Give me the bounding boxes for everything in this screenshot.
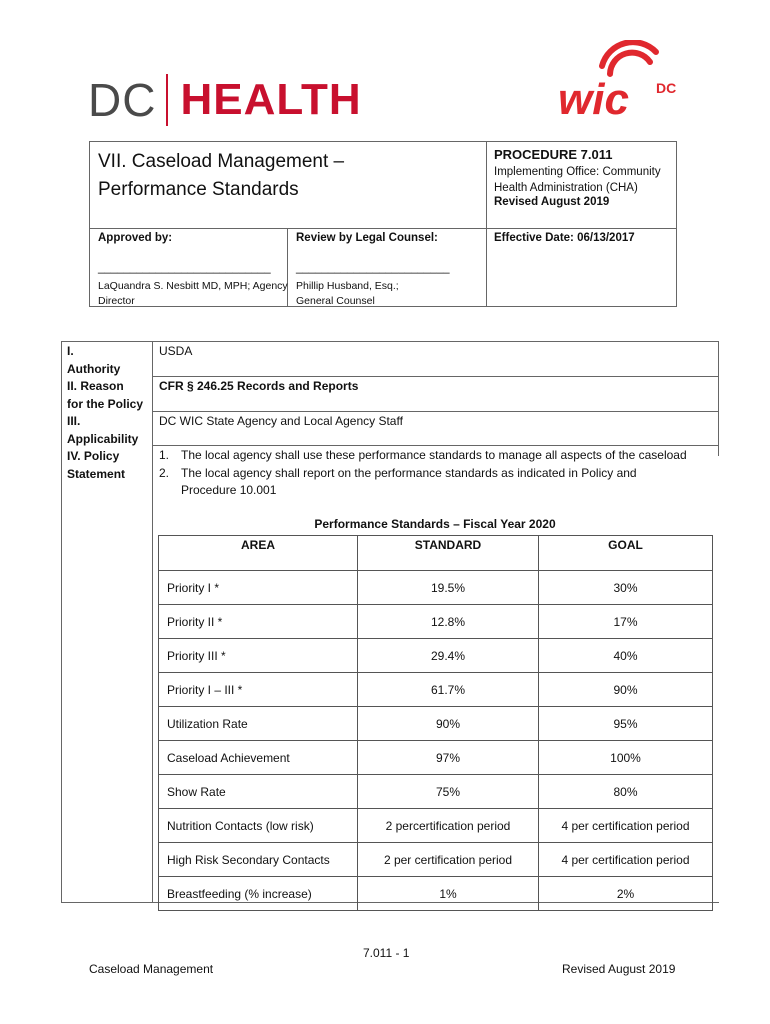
column-header-goal: GOAL <box>539 536 713 571</box>
table-row: Priority II * 12.8% 17% <box>159 605 713 639</box>
list-item: 2. The local agency shall report on the performance standards as indicated in Policy and Procedure 10.001 <box>159 465 637 497</box>
table-row: Priority I * 19.5% 30% <box>159 571 713 605</box>
list-item: 1. The local agency shall use these performance standards to manage all aspects of the caseload <box>159 448 687 462</box>
footer-document-name: Caseload Management <box>89 962 214 976</box>
table-header-row <box>159 536 713 571</box>
authority-label: I. Authority <box>67 344 121 376</box>
policy-statement-list <box>159 447 719 500</box>
procedure-number: PROCEDURE 7.011 <box>494 147 613 162</box>
table-row: Nutrition Contacts (low risk) 2 percertification period 4 per certification period <box>159 809 713 843</box>
column-header-area: AREA <box>159 536 358 571</box>
procedure-header-table <box>89 141 677 307</box>
table-row: Priority III * 29.4% 40% <box>159 639 713 673</box>
policy-statement-label: IV. Policy Statement <box>67 449 126 481</box>
logo-wic-text: wic <box>558 75 629 124</box>
review-signature-line: ________________________ <box>296 262 450 274</box>
authority-value: USDA <box>159 344 193 358</box>
reason-value: CFR § 246.25 Records and Reports <box>159 379 359 393</box>
legal-review-label: Review by Legal Counsel: <box>296 232 438 244</box>
table-row: High Risk Secondary Contacts 2 per certification period 4 per certification period <box>159 843 713 877</box>
logo-dc-text: DC <box>88 74 157 126</box>
policy-table <box>61 341 719 903</box>
page-number: 7.011 - 1 <box>363 946 410 960</box>
footer-revised-date: Revised August 2019 <box>562 962 676 976</box>
logo-divider <box>166 74 168 126</box>
performance-standards-table <box>158 535 713 911</box>
approver-name: LaQuandra S. Nesbitt MD, MPH; Agency Director <box>98 280 288 307</box>
applicability-value: DC WIC State Agency and Local Agency Staff <box>159 414 403 428</box>
implementing-office: Implementing Office: Community Health Administration (CHA) <box>494 166 661 194</box>
procedure-title: VII. Caseload Management – Performance Standards <box>98 151 345 200</box>
approved-by-label: Approved by: <box>98 232 173 244</box>
logo-health-text: HEALTH <box>180 75 362 124</box>
standards-table-caption: Performance Standards – Fiscal Year 2020 <box>314 517 556 531</box>
table-row: Priority I – III * 61.7% 90% <box>159 673 713 707</box>
effective-date: Effective Date: 06/13/2017 <box>494 232 635 244</box>
column-header-standard: STANDARD <box>358 536 539 571</box>
wic-dc-logo <box>552 40 682 132</box>
table-row: Show Rate 75% 80% <box>159 775 713 809</box>
table-row: Caseload Achievement 97% 100% <box>159 741 713 775</box>
reviewer-name: Phillip Husband, Esq.; General Counsel <box>296 280 399 307</box>
logo-wic-dc-text: DC <box>656 80 677 96</box>
applicability-label: III. Applicability <box>67 414 139 446</box>
approved-signature-line: ___________________________ <box>98 262 271 274</box>
revised-date: Revised August 2019 <box>494 196 610 208</box>
table-row: Utilization Rate 90% 95% <box>159 707 713 741</box>
table-row: Breastfeeding (% increase) 1% 2% <box>159 877 713 911</box>
dc-health-logo <box>88 70 362 130</box>
reason-label: II. Reason for the Policy <box>67 379 144 411</box>
